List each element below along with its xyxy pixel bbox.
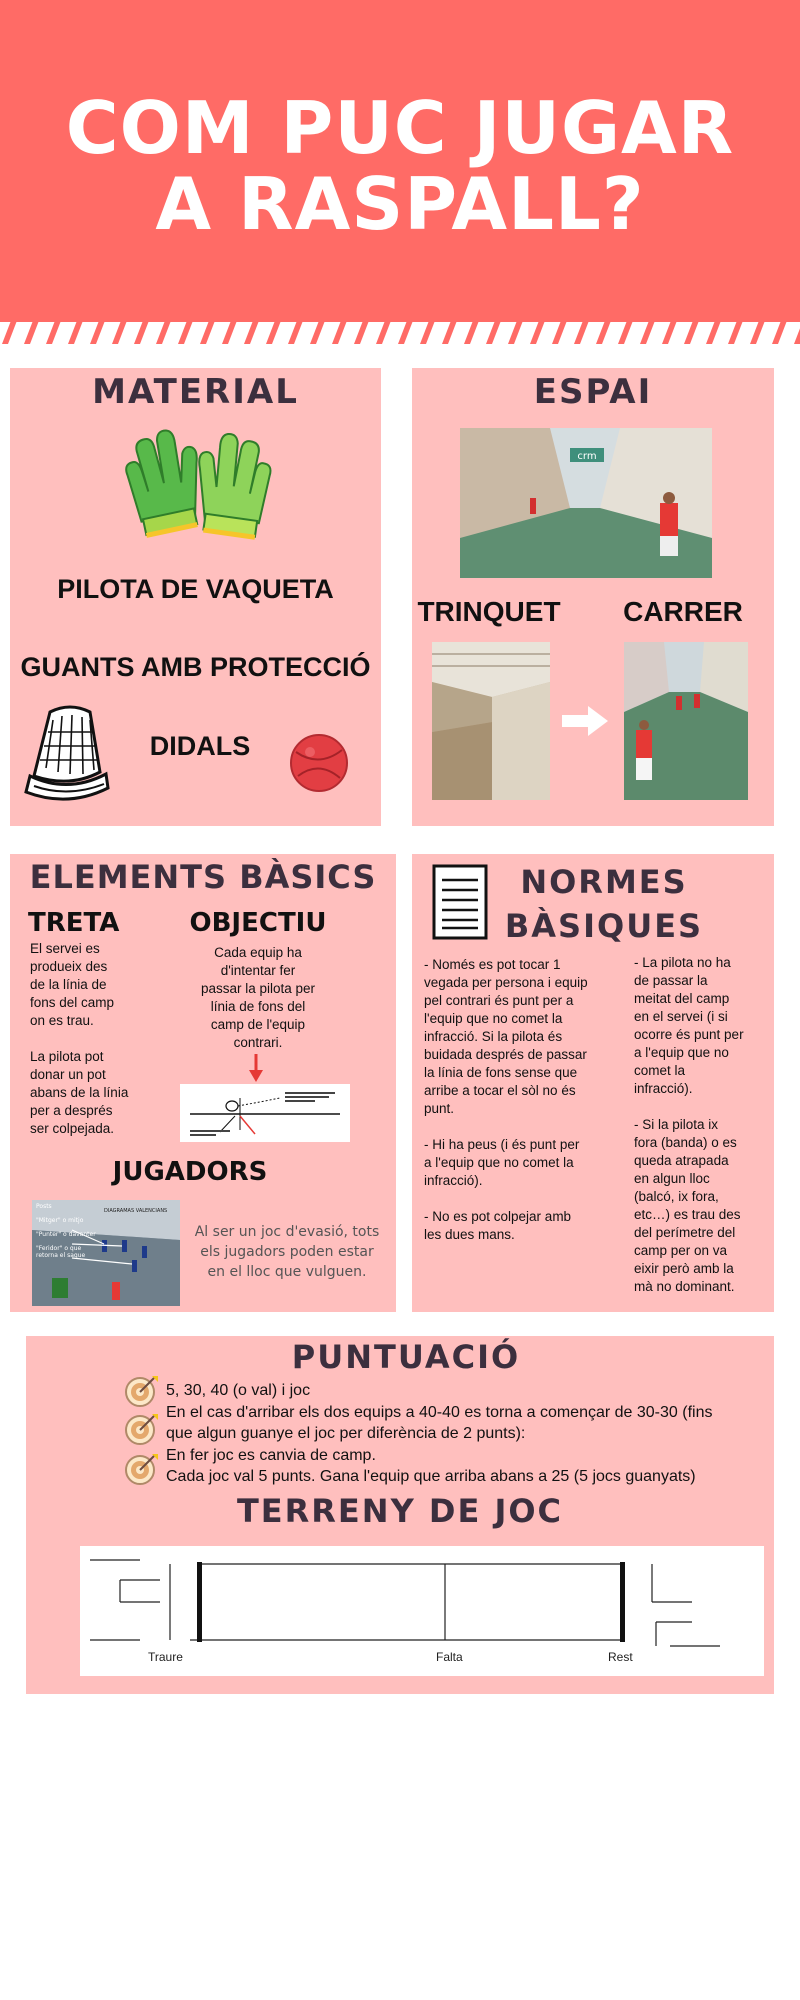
jugadors-heading: JUGADORS bbox=[112, 1157, 268, 1187]
normes-title bbox=[494, 860, 714, 948]
normes-line: pel contrari és punt per a bbox=[424, 993, 574, 1008]
puntuacio-line: 5, 30, 40 (o val) i joc bbox=[166, 1382, 311, 1399]
treta-line: ser colpejada. bbox=[30, 1121, 115, 1136]
normes-line: (balcó, ix fora, bbox=[634, 1189, 719, 1204]
normes-line: vegada per persona i equip bbox=[424, 975, 588, 990]
document-icon bbox=[432, 864, 488, 940]
treta-line: per a després bbox=[30, 1103, 113, 1118]
normes-line: a l'equip que no bbox=[634, 1045, 729, 1060]
street-game-photo bbox=[460, 428, 712, 578]
gloves-icon bbox=[115, 428, 285, 546]
terreny-title: TERRENY DE JOC bbox=[236, 1492, 564, 1530]
objectiu-text bbox=[188, 944, 328, 1052]
normes-line: l'equip que no comet la bbox=[424, 1011, 563, 1026]
material-item-guants: GUANTS AMB PROTECCIÓ bbox=[20, 652, 371, 682]
normes-line: - Hi ha peus (i és punt per bbox=[424, 1137, 580, 1152]
photo-label: "Feridor" o que bbox=[36, 1245, 82, 1252]
treta-line: El servei es bbox=[30, 941, 100, 956]
objective-diagram bbox=[180, 1084, 350, 1142]
trinquet-photo bbox=[432, 642, 550, 800]
photo-label: DIAGRAMAS VALENCIANS bbox=[104, 1208, 168, 1214]
normes-line: eixir però amb la bbox=[634, 1261, 734, 1276]
treta-line: on es trau. bbox=[30, 1013, 94, 1028]
puntuacio-line: En el cas d'arribar els dos equips a 40-40 es torna a començar de 30-30 (fins bbox=[166, 1403, 713, 1421]
ball-icon bbox=[288, 732, 350, 794]
normes-line: ocorre és punt per bbox=[634, 1027, 744, 1042]
normes-title-line-2: BÀSIQUES bbox=[504, 907, 704, 945]
material-title: MATERIAL bbox=[92, 372, 299, 412]
treta-line: produeix des bbox=[30, 959, 108, 974]
normes-line: comet la bbox=[634, 1063, 686, 1078]
carrer-photo bbox=[624, 642, 748, 800]
objectiu-line: Cada equip ha bbox=[214, 945, 302, 960]
players-photo bbox=[32, 1200, 180, 1306]
trinquet-label: TRINQUET bbox=[417, 596, 561, 627]
photo-label: Posts bbox=[36, 1203, 52, 1210]
normes-line: del perímetre del bbox=[634, 1225, 736, 1240]
treta-line: donar un pot bbox=[30, 1067, 106, 1082]
puntuacio-line: que algun guanye el joc per diferència de 2 punts): bbox=[166, 1425, 526, 1442]
target-icon bbox=[126, 1414, 158, 1444]
normes-title-line-1: NORMES bbox=[520, 863, 688, 901]
material-item-pilota: PILOTA DE VAQUETA bbox=[57, 574, 334, 604]
normes-line: la línia de fons sense que bbox=[424, 1065, 578, 1080]
normes-line: infracció). bbox=[634, 1081, 693, 1096]
target-icon bbox=[126, 1376, 158, 1406]
objectiu-heading: OBJECTIU bbox=[189, 908, 327, 938]
page-title-line-2: A RASPALL? bbox=[155, 162, 645, 246]
banner-text: crm bbox=[577, 451, 597, 462]
carrer-label: CARRER bbox=[623, 596, 743, 627]
puntuacio-line: Cada joc val 5 punts. Gana l'equip que arriba abans a 25 (5 jocs guanyats) bbox=[166, 1468, 696, 1485]
photo-label: "Punter" o davanter bbox=[36, 1231, 96, 1238]
normes-line: les dues mans. bbox=[424, 1227, 515, 1242]
normes-left-column bbox=[424, 956, 604, 1244]
objectiu-line: contrari. bbox=[233, 1035, 283, 1050]
normes-line: buidada després de passar bbox=[424, 1047, 587, 1062]
decorative-stripes bbox=[0, 318, 800, 344]
thimble-icon bbox=[20, 702, 116, 808]
normes-line: en algun lloc bbox=[634, 1171, 710, 1186]
normes-line: - No es pot colpejar amb bbox=[424, 1209, 572, 1224]
normes-line: camp per on va bbox=[634, 1243, 728, 1258]
objectiu-line: passar la pilota per bbox=[200, 981, 316, 996]
treta-heading: TRETA bbox=[28, 908, 120, 938]
material-item-didals: DIDALS bbox=[149, 731, 251, 761]
normes-line: - Només es pot tocar 1 bbox=[424, 957, 561, 972]
arrow-right-icon bbox=[562, 706, 608, 736]
field-diagram bbox=[80, 1546, 764, 1676]
photo-label: retorna el saque bbox=[36, 1252, 86, 1259]
jugadors-line: Al ser un joc d'evasió, tots bbox=[194, 1224, 380, 1240]
target-icon bbox=[126, 1454, 158, 1484]
normes-line: etc…) es trau des bbox=[634, 1207, 741, 1222]
treta-line: de la línia de bbox=[30, 977, 107, 992]
normes-line: meitat del camp bbox=[634, 991, 730, 1006]
normes-line: arribe a tocar el sòl no és bbox=[424, 1083, 576, 1098]
puntuacio-line: En fer joc es canvia de camp. bbox=[166, 1446, 376, 1464]
treta-line: La pilota pot bbox=[30, 1049, 104, 1064]
treta-line: abans de la línia bbox=[30, 1085, 129, 1100]
normes-line: a l'equip que no comet la bbox=[424, 1155, 574, 1170]
normes-line: punt. bbox=[424, 1101, 455, 1116]
espai-title: ESPAI bbox=[533, 372, 653, 412]
objectiu-line: d'intentar fer bbox=[220, 963, 296, 978]
objectiu-line: camp de l'equip bbox=[210, 1017, 306, 1032]
jugadors-line: en el lloc que vulguen. bbox=[207, 1264, 367, 1280]
puntuacio-title: PUNTUACIÓ bbox=[291, 1338, 521, 1376]
normes-line: fora (banda) o es bbox=[634, 1135, 737, 1150]
normes-right-column bbox=[634, 954, 764, 1296]
normes-line: - Si la pilota ix bbox=[634, 1117, 719, 1132]
normes-line: mà no dominant. bbox=[634, 1279, 735, 1294]
field-label-rest: Rest bbox=[608, 1650, 633, 1664]
normes-line: de passar la bbox=[634, 973, 708, 988]
arrow-down-icon bbox=[246, 1054, 266, 1084]
normes-line: en el servei (i si bbox=[634, 1009, 728, 1024]
field-label-traure: Traure bbox=[148, 1650, 183, 1664]
treta-text bbox=[30, 940, 150, 1138]
normes-line: - La pilota no ha bbox=[634, 955, 731, 970]
elements-title: ELEMENTS BÀSICS bbox=[29, 858, 377, 896]
objectiu-line: línia de fons del bbox=[210, 999, 306, 1014]
puntuacio-list bbox=[166, 1380, 766, 1488]
page-title bbox=[0, 86, 800, 246]
treta-line: fons del camp bbox=[30, 995, 115, 1010]
jugadors-text bbox=[192, 1222, 382, 1282]
field-label-falta: Falta bbox=[436, 1650, 463, 1664]
photo-label: "Mitger" o mitjo bbox=[36, 1217, 84, 1224]
page-title-line-1: COM PUC JUGAR bbox=[65, 86, 735, 170]
target-icons bbox=[124, 1374, 160, 1490]
jugadors-line: els jugadors poden estar bbox=[200, 1244, 374, 1260]
normes-line: infracció). bbox=[424, 1173, 483, 1188]
normes-line: queda atrapada bbox=[634, 1153, 729, 1168]
normes-line: infracció. Si la pilota és bbox=[424, 1029, 563, 1044]
